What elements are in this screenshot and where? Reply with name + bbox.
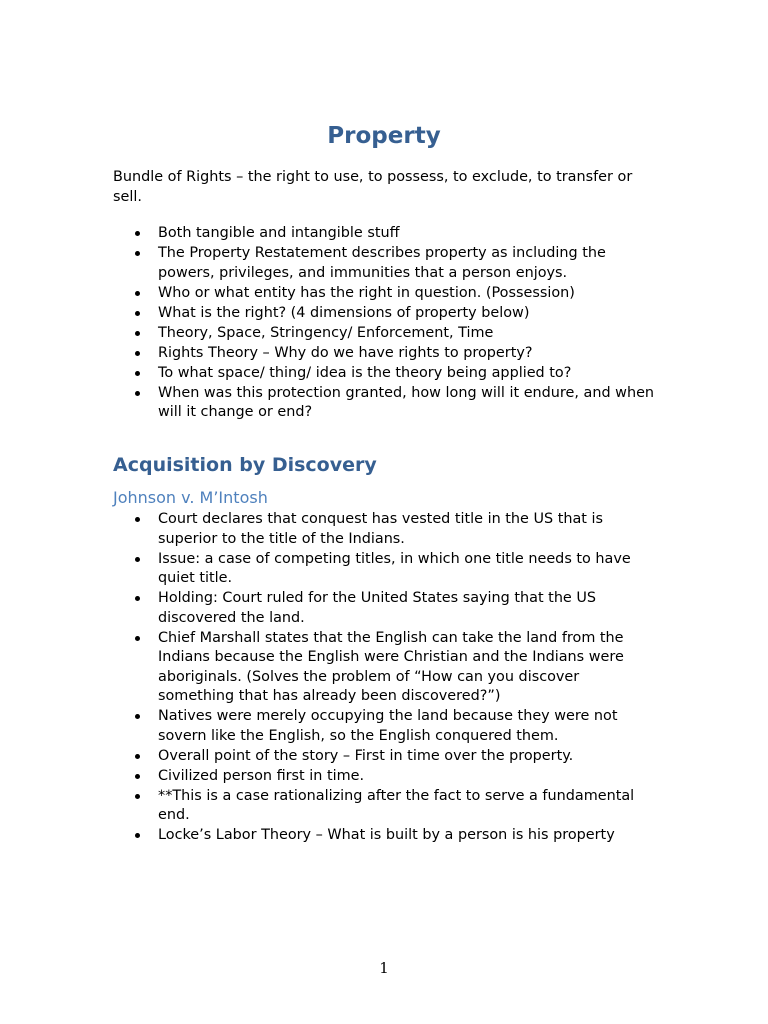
list-item <box>113 324 658 344</box>
list-item-text: Overall point of the story – First in time over the property. <box>158 747 574 764</box>
list-item-text: Rights Theory – Why do we have rights to property? <box>158 344 533 361</box>
list-item <box>113 304 658 324</box>
intro-paragraph: Bundle of Rights – the right to use, to possess, to exclude, to transfer or sell. <box>113 169 633 205</box>
list-item <box>113 224 658 244</box>
list-item-text: Court declares that conquest has vested title in the US that is superior to the title of the Indians. <box>158 511 604 547</box>
list-item <box>113 284 658 304</box>
bullet-icon <box>135 291 140 296</box>
case-bullet-list <box>113 510 658 846</box>
bullet-icon <box>135 557 140 562</box>
bullet-icon <box>135 231 140 236</box>
page-number: 1 <box>379 959 389 977</box>
list-item-text: Issue: a case of competing titles, in which one title needs to have quiet title. <box>158 550 631 586</box>
list-item-text: Theory, Space, Stringency/ Enforcement, Time <box>158 324 494 341</box>
list-item <box>113 344 658 364</box>
bullet-icon <box>135 251 140 256</box>
list-item <box>113 589 658 628</box>
list-item <box>113 747 658 767</box>
list-item <box>113 244 658 283</box>
list-item-text: Natives were merely occupying the land because they were not sovern like the English, so the English conquered them. <box>158 708 618 744</box>
bullet-icon <box>135 331 140 336</box>
list-item-text: **This is a case rationalizing after the fact to serve a fundamental end. <box>158 787 635 823</box>
list-item-text: What is the right? (4 dimensions of property below) <box>158 304 530 321</box>
list-item <box>113 826 658 846</box>
bullet-icon <box>135 714 140 719</box>
list-item <box>113 767 658 787</box>
bullet-icon <box>135 596 140 601</box>
list-item-text: Chief Marshall states that the English can take the land from the Indians because the English were Christian and the Indians were aboriginals. (Solves the problem of “How can you discover something that has already been discovered?”) <box>158 629 624 704</box>
list-item-text: Who or what entity has the right in question. (Possession) <box>158 284 575 301</box>
list-item <box>113 629 658 707</box>
list-item <box>113 384 658 423</box>
case-heading: Johnson v. M’Intosh <box>113 488 268 507</box>
bullet-icon <box>135 774 140 779</box>
list-item <box>113 364 658 384</box>
list-item-text: Locke’s Labor Theory – What is built by a person is his property <box>158 827 615 843</box>
list-item <box>113 510 658 549</box>
list-item <box>113 707 658 746</box>
list-item-text: To what space/ thing/ idea is the theory being applied to? <box>158 364 572 381</box>
list-item-text: Holding: Court ruled for the United States saying that the US discovered the land. <box>158 590 597 626</box>
page-title: Property <box>327 123 441 149</box>
bullet-icon <box>135 391 140 396</box>
bullet-icon <box>135 794 140 799</box>
bullet-icon <box>135 311 140 316</box>
list-item-text: When was this protection granted, how long will it endure, and when will it change or end? <box>158 384 655 420</box>
list-item-text: Civilized person first in time. <box>158 767 365 784</box>
list-item-text: The Property Restatement describes property as including the powers, privileges, and immunities that a person enjoys. <box>158 245 606 281</box>
list-item <box>113 550 658 589</box>
bullet-icon <box>135 833 140 838</box>
property-bullet-list <box>113 224 658 423</box>
list-item-text: Both tangible and intangible stuff <box>158 225 400 241</box>
bullet-icon <box>135 754 140 759</box>
bullet-icon <box>135 636 140 641</box>
bullet-icon <box>135 351 140 356</box>
bullet-icon <box>135 517 140 522</box>
list-item <box>113 787 658 826</box>
bullet-icon <box>135 371 140 376</box>
section-heading: Acquisition by Discovery <box>113 454 377 476</box>
